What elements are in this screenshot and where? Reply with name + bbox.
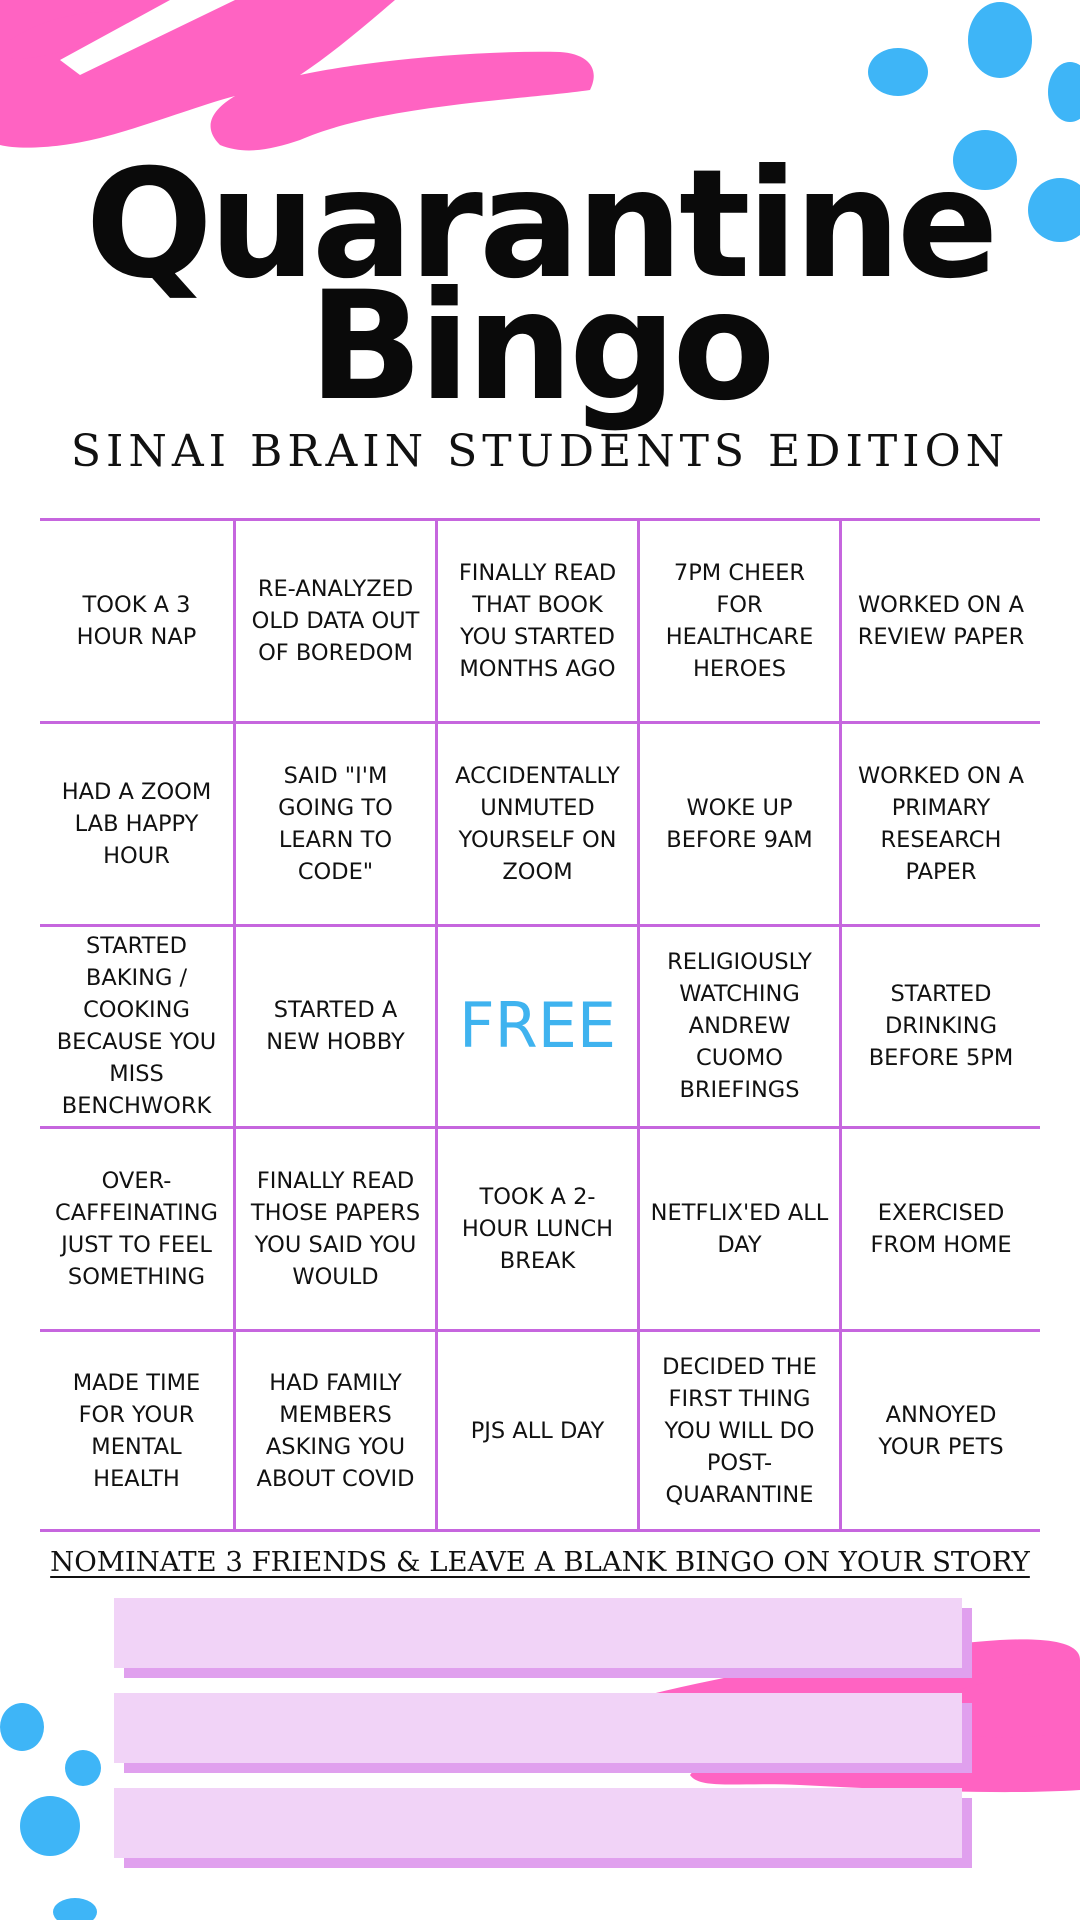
pink-brush-top — [0, 0, 594, 150]
bingo-cell: STARTED BAKING / COOKING BECAUSE YOU MISS BENCHWORK — [40, 924, 236, 1127]
bingo-cell: STARTED DRINKING BEFORE 5PM — [842, 924, 1040, 1127]
subtitle: SINAI BRAIN STUDENTS EDITION — [70, 426, 1010, 477]
friend-name-field-3 — [114, 1788, 962, 1858]
free-space: FREE — [438, 924, 640, 1127]
bingo-cell: MADE TIME FOR YOUR MENTAL HEALTH — [40, 1329, 236, 1532]
bingo-cell: FINALLY READ THAT BOOK YOU STARTED MONTHS AGO — [438, 518, 640, 721]
title-quarantine: Quarantine — [85, 138, 995, 312]
friend-name-field-2 — [114, 1693, 962, 1763]
blue-dots-bottom — [0, 1703, 101, 1920]
bingo-cell: TOOK A 3 HOUR NAP — [40, 518, 236, 721]
bingo-cell: DECIDED THE FIRST THING YOU WILL DO POST-QUARANTINE — [640, 1329, 842, 1532]
bingo-cell: TOOK A 2-HOUR LUNCH BREAK — [438, 1126, 640, 1329]
bingo-cell: FINALLY READ THOSE PAPERS YOU SAID YOU WOULD — [236, 1126, 438, 1329]
bingo-cell: HAD A ZOOM LAB HAPPY HOUR — [40, 721, 236, 924]
bingo-grid — [40, 518, 1040, 1532]
bingo-cell: SAID "I'M GOING TO LEARN TO CODE" — [236, 721, 438, 924]
bingo-cell: WORKED ON A PRIMARY RESEARCH PAPER — [842, 721, 1040, 924]
bingo-cell: RELIGIOUSLY WATCHING ANDREW CUOMO BRIEFINGS — [640, 924, 842, 1127]
bingo-cell: ANNOYED YOUR PETS — [842, 1329, 1040, 1532]
friend-name-field-1 — [114, 1598, 962, 1668]
bingo-cell: EXERCISED FROM HOME — [842, 1126, 1040, 1329]
nominate-instruction: NOMINATE 3 FRIENDS & LEAVE A BLANK BINGO ON YOUR STORY — [50, 1546, 1030, 1578]
bingo-cell: PJS ALL DAY — [438, 1329, 640, 1532]
bingo-cell: NETFLIX'ED ALL DAY — [640, 1126, 842, 1329]
bingo-cell: 7PM CHEER FOR HEALTHCARE HEROES — [640, 518, 842, 721]
bingo-cell: WOKE UP BEFORE 9AM — [640, 721, 842, 924]
bingo-cell: RE-ANALYZED OLD DATA OUT OF BOREDOM — [236, 518, 438, 721]
bingo-cell: ACCIDENTALLY UNMUTED YOURSELF ON ZOOM — [438, 721, 640, 924]
bingo-cell: STARTED A NEW HOBBY — [236, 924, 438, 1127]
bingo-cell: OVER-CAFFEINATING JUST TO FEEL SOMETHING — [40, 1126, 236, 1329]
title-bingo: Bingo — [308, 260, 772, 434]
bingo-cell: WORKED ON A REVIEW PAPER — [842, 518, 1040, 721]
bingo-cell: HAD FAMILY MEMBERS ASKING YOU ABOUT COVID — [236, 1329, 438, 1532]
